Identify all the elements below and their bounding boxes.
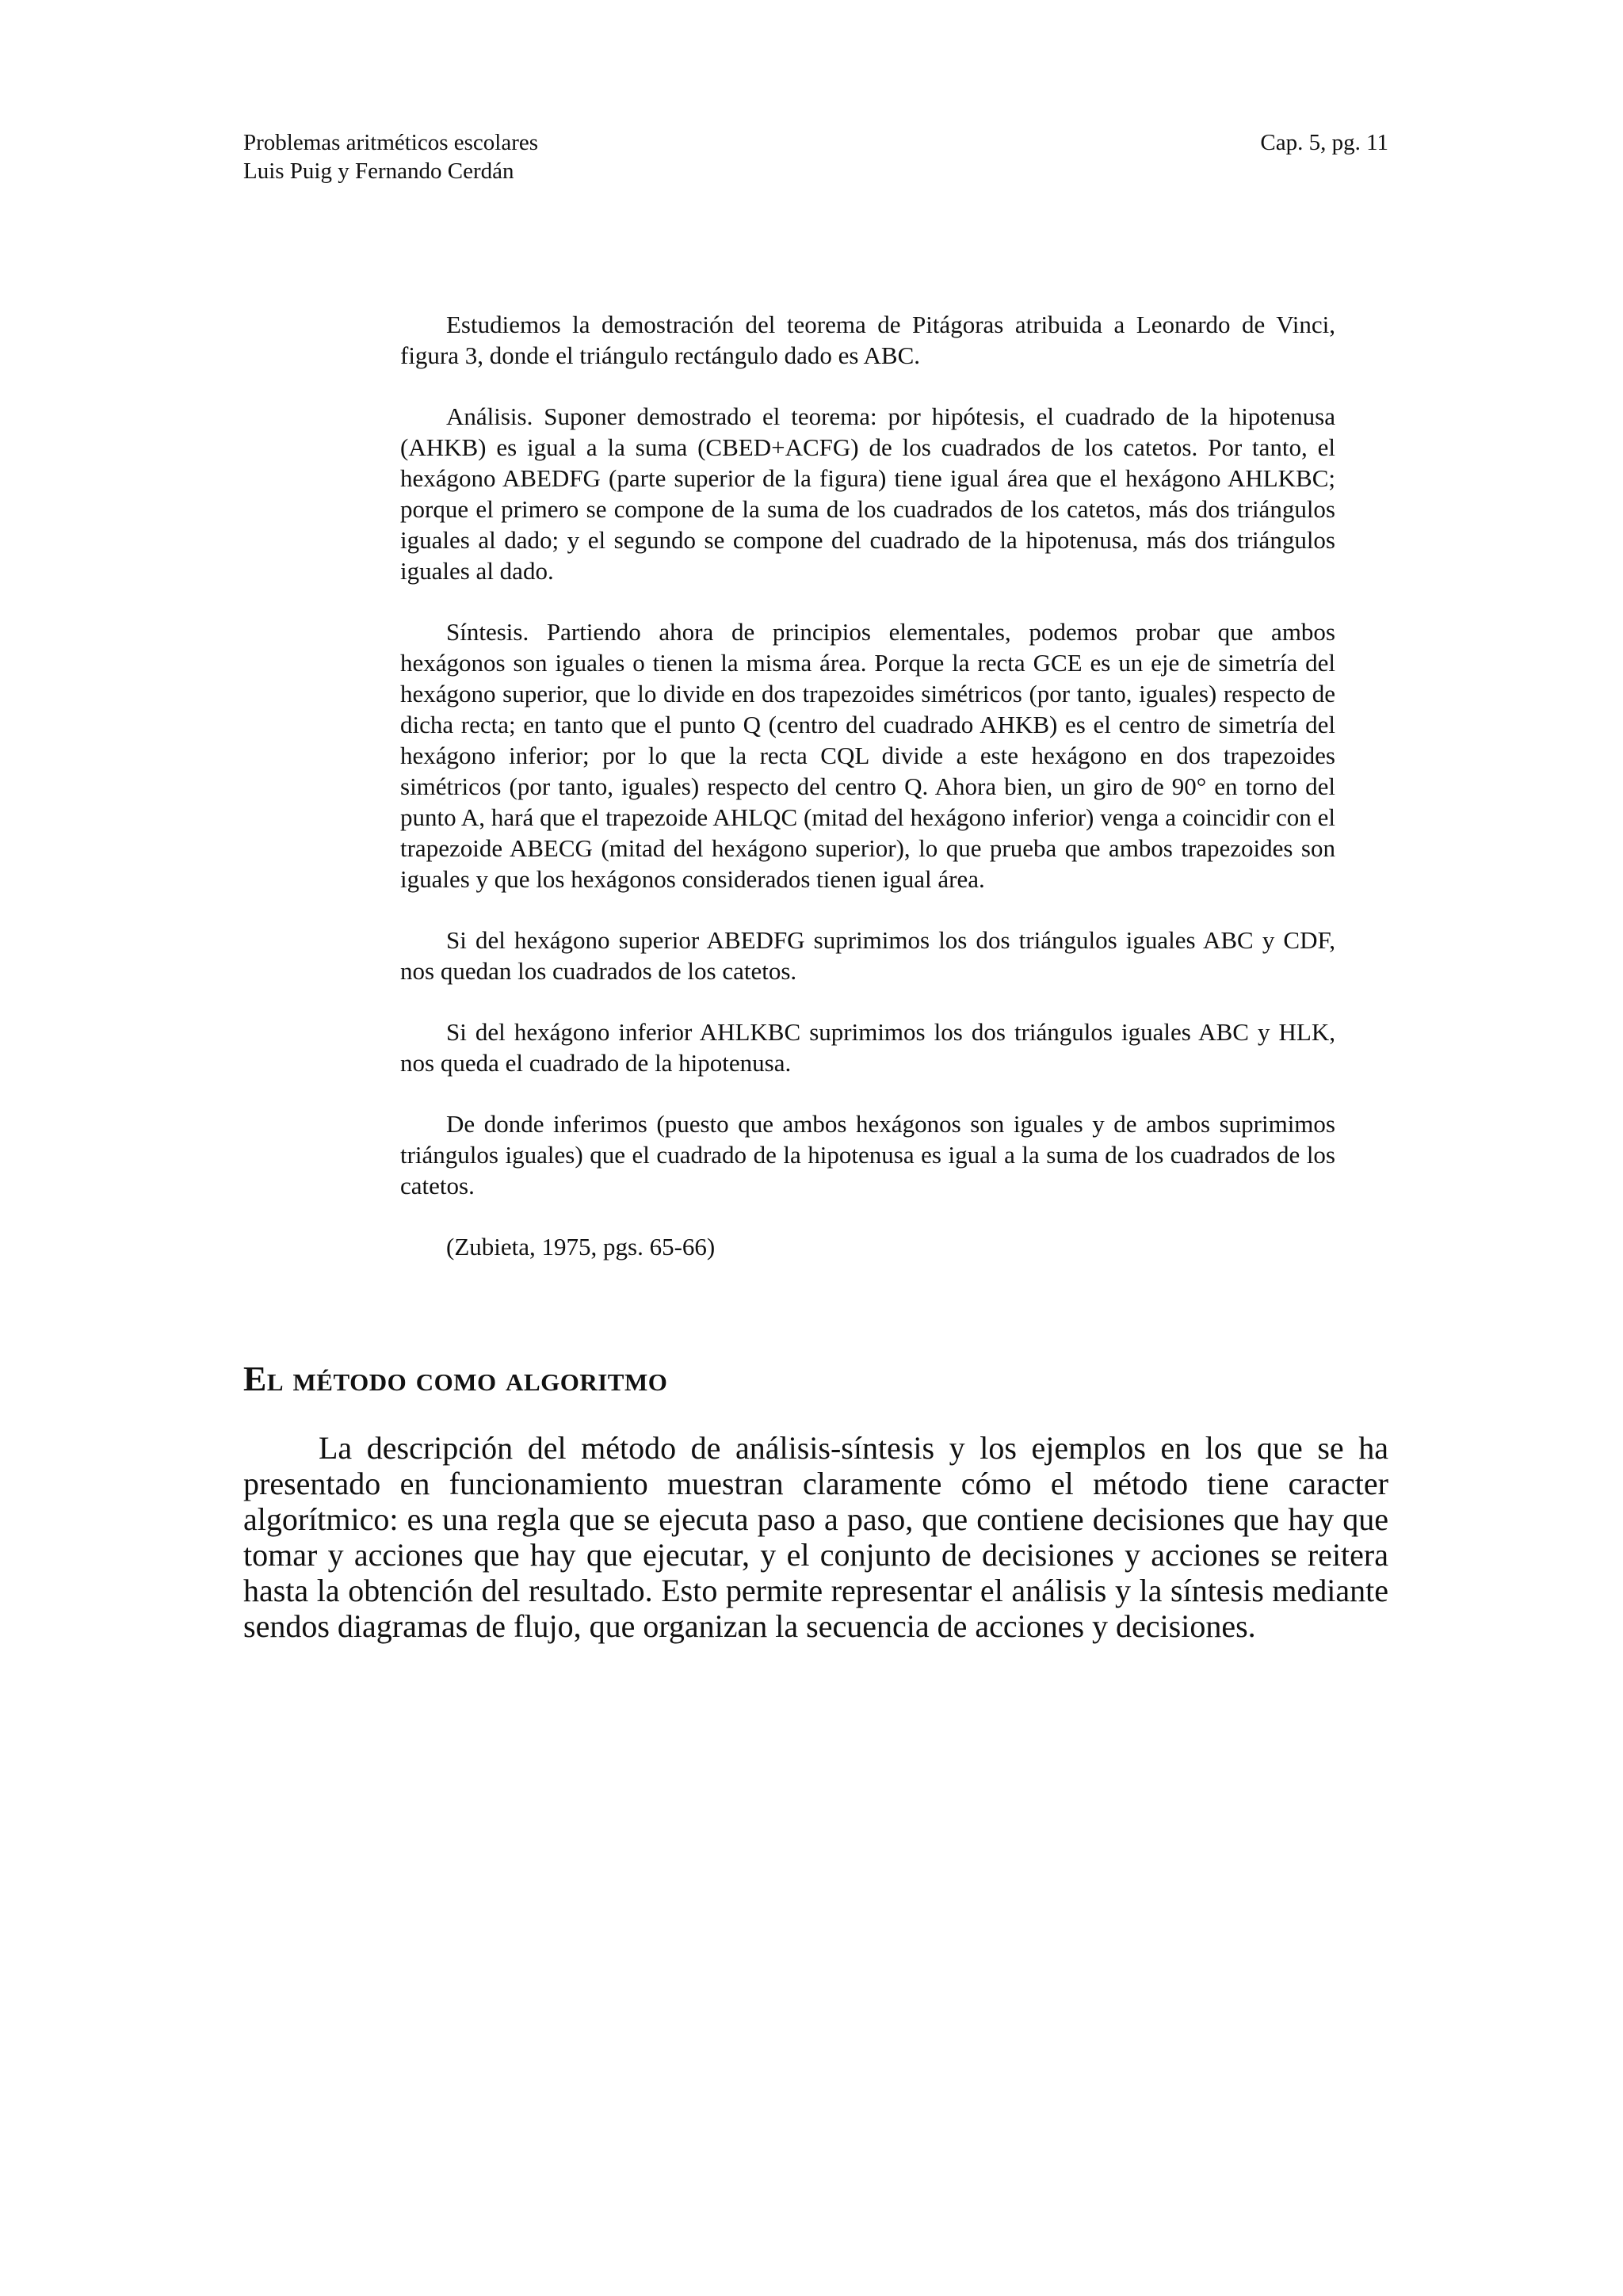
book-title: Problemas aritméticos escolares [243,130,539,155]
quote-paragraph-superior: Si del hexágono superior ABEDFG suprimimos los dos triángulos iguales ABC y CDF, nos quedan los cuadrados de los catetos. [400,926,1335,985]
page-reference: Cap. 5, pg. 11 [1260,130,1388,155]
quote-paragraph-inferior: Si del hexágono inferior AHLKBC suprimimos los dos triángulos iguales ABC y HLK, nos queda el cuadrado de la hipotenusa. [400,1018,1335,1077]
quote-paragraph-intro: Estudiemos la demostración del teorema de Pitágoras atribuida a Leonardo de Vinci, figura 3, donde el triángulo rectángulo dado es ABC. [400,311,1335,369]
authors: Luis Puig y Fernando Cerdán [243,158,514,184]
section-paragraph: La descripción del método de análisis-síntesis y los ejemplos en los que se ha presentado en funcionamiento muestran claramente cómo el método tiene caracter algorítmico: es una regla que se ejecuta paso a paso, que contiene decisiones que hay que tomar y acciones que hay que ejecutar, y el conjunto de decisiones y acciones se reitera hasta la obtención del resultado. Esto permite representar el análisis y la síntesis mediante sendos diagramas de flujo, que organizan la secuencia de acciones y decisiones. [243,1430,1388,1644]
quoted-passage [400,309,1335,1292]
quote-paragraph-conclusion: De donde inferimos (puesto que ambos hexágonos son iguales y de ambos suprimimos triángulos iguales) que el cuadrado de la hipotenusa es igual a la suma de los cuadrados de los catetos. [400,1110,1335,1199]
quote-paragraph-sintesis: Síntesis. Partiendo ahora de principios elementales, podemos probar que ambos hexágonos son iguales o tienen la misma área. Porque la recta GCE es un eje de simetría del hexágono superior, que lo divide en dos trapezoides simétricos (por tanto, iguales) respecto de dicha recta; en tanto que el punto Q (centro del cuadrado AHKB) es el centro de simetría del hexágono inferior; por lo que la recta CQL divide a este hexágono en dos trapezoides simétricos (por tanto, iguales) respecto del centro Q. Ahora bien, un giro de 90° en torno del punto A, hará que el trapezoide AHLQC (mitad del hexágono inferior) venga a coincidir con el trapezoide ABECG (mitad del hexágono superior), lo que prueba que ambos trapezoides son iguales y que los hexágonos considerados tienen igual área. [400,618,1335,893]
quote-paragraph-analisis: Análisis. Suponer demostrado el teorema: por hipótesis, el cuadrado de la hipotenusa (AHKB) es igual a la suma (CBED+ACFG) de los cuadrados de los catetos. Por tanto, el hexágono ABEDFG (parte superior de la figura) tiene igual área que el hexágono AHLKBC; porque el primero se compone de la suma de los cuadrados de los catetos, más dos triángulos iguales al dado; y el segundo se compone del cuadrado de la hipotenusa, más dos triángulos iguales al dado. [400,402,1335,585]
citation: (Zubieta, 1975, pgs. 65-66) [446,1233,716,1261]
header-left [243,128,538,185]
section-heading: El método como algoritmo [243,1360,668,1398]
page-header [243,128,1388,185]
